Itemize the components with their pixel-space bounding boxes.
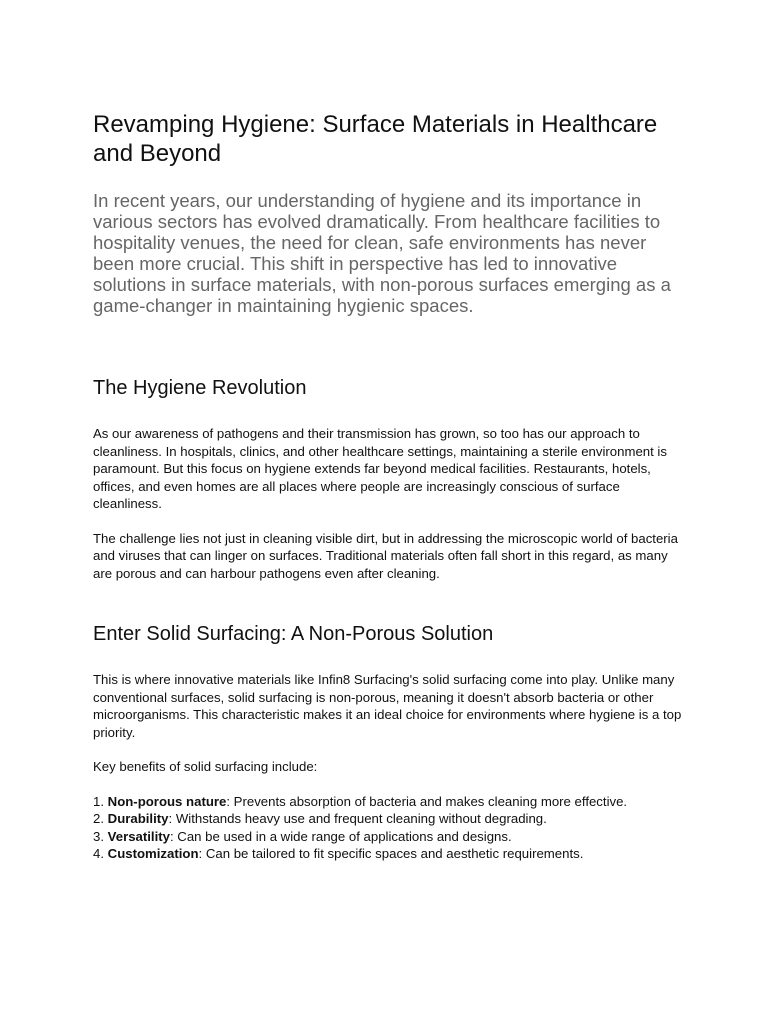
list-item-number: 1. bbox=[93, 793, 104, 809]
document-title: Revamping Hygiene: Surface Materials in Healthcare and Beyond bbox=[93, 111, 658, 167]
section1-paragraph-1: As our awareness of pathogens and their transmission has grown, so too has our approach to cleanliness. In hospitals, clinics, and other healthcare settings, maintaining a sterile environment is paramount. But this focus on hygiene extends far beyond medical facilities. Restaurants, hotels, offices, and even homes are all places where people are increasingly conscious of surface cleanliness. bbox=[93, 426, 667, 511]
list-item-number: 2. bbox=[93, 811, 104, 826]
list-item-description: : Can be used in a wide range of applications and designs. bbox=[169, 828, 512, 844]
list-item bbox=[93, 793, 683, 811]
benefits-list bbox=[93, 793, 683, 863]
list-item bbox=[93, 828, 683, 846]
list-item-number: 4. bbox=[93, 846, 104, 861]
section2-paragraph-1: This is where innovative materials like Infin8 Surfacing's solid surfacing come into play. Unlike many conventional surfaces, solid surfacing is non-porous, meaning it doesn't absorb bacteria or other microorganisms. This characteristic makes it an ideal choice for environments where hygiene is a top priority. bbox=[93, 672, 682, 740]
intro-paragraph: In recent years, our understanding of hygiene and its importance in various sectors has evolved dramatically. From healthcare facilities to hospitality venues, the need for clean, safe environments has never been more crucial. This shift in perspective has led to innovative solutions in surface materials, with non-porous surfaces emerging as a game-changer in maintaining hygienic spaces. bbox=[93, 190, 671, 316]
list-item-term: Non-porous nature bbox=[107, 793, 227, 809]
section-heading-solid-surfacing: Enter Solid Surfacing: A Non-Porous Solution bbox=[93, 623, 494, 645]
document-page bbox=[93, 110, 683, 863]
section1-paragraph-2: The challenge lies not just in cleaning visible dirt, but in addressing the microscopic world of bacteria and viruses that can linger on surfaces. Traditional materials often fall short in this regard, as many are porous and can harbour pathogens even after cleaning. bbox=[93, 530, 678, 581]
list-item-description: : Withstands heavy use and frequent cleaning without degrading. bbox=[168, 811, 547, 826]
section-heading-hygiene-revolution: The Hygiene Revolution bbox=[93, 377, 307, 399]
list-item-term: Versatility bbox=[107, 828, 170, 844]
list-item bbox=[93, 845, 683, 863]
list-item-description: : Can be tailored to fit specific spaces and aesthetic requirements. bbox=[198, 846, 584, 861]
list-item-number: 3. bbox=[93, 828, 104, 844]
list-item-description: : Prevents absorption of bacteria and makes cleaning more effective. bbox=[226, 793, 628, 809]
list-item-term: Customization bbox=[107, 846, 199, 861]
list-item-term: Durability bbox=[107, 811, 169, 826]
list-item bbox=[93, 810, 683, 828]
benefits-intro: Key benefits of solid surfacing include: bbox=[93, 759, 318, 774]
